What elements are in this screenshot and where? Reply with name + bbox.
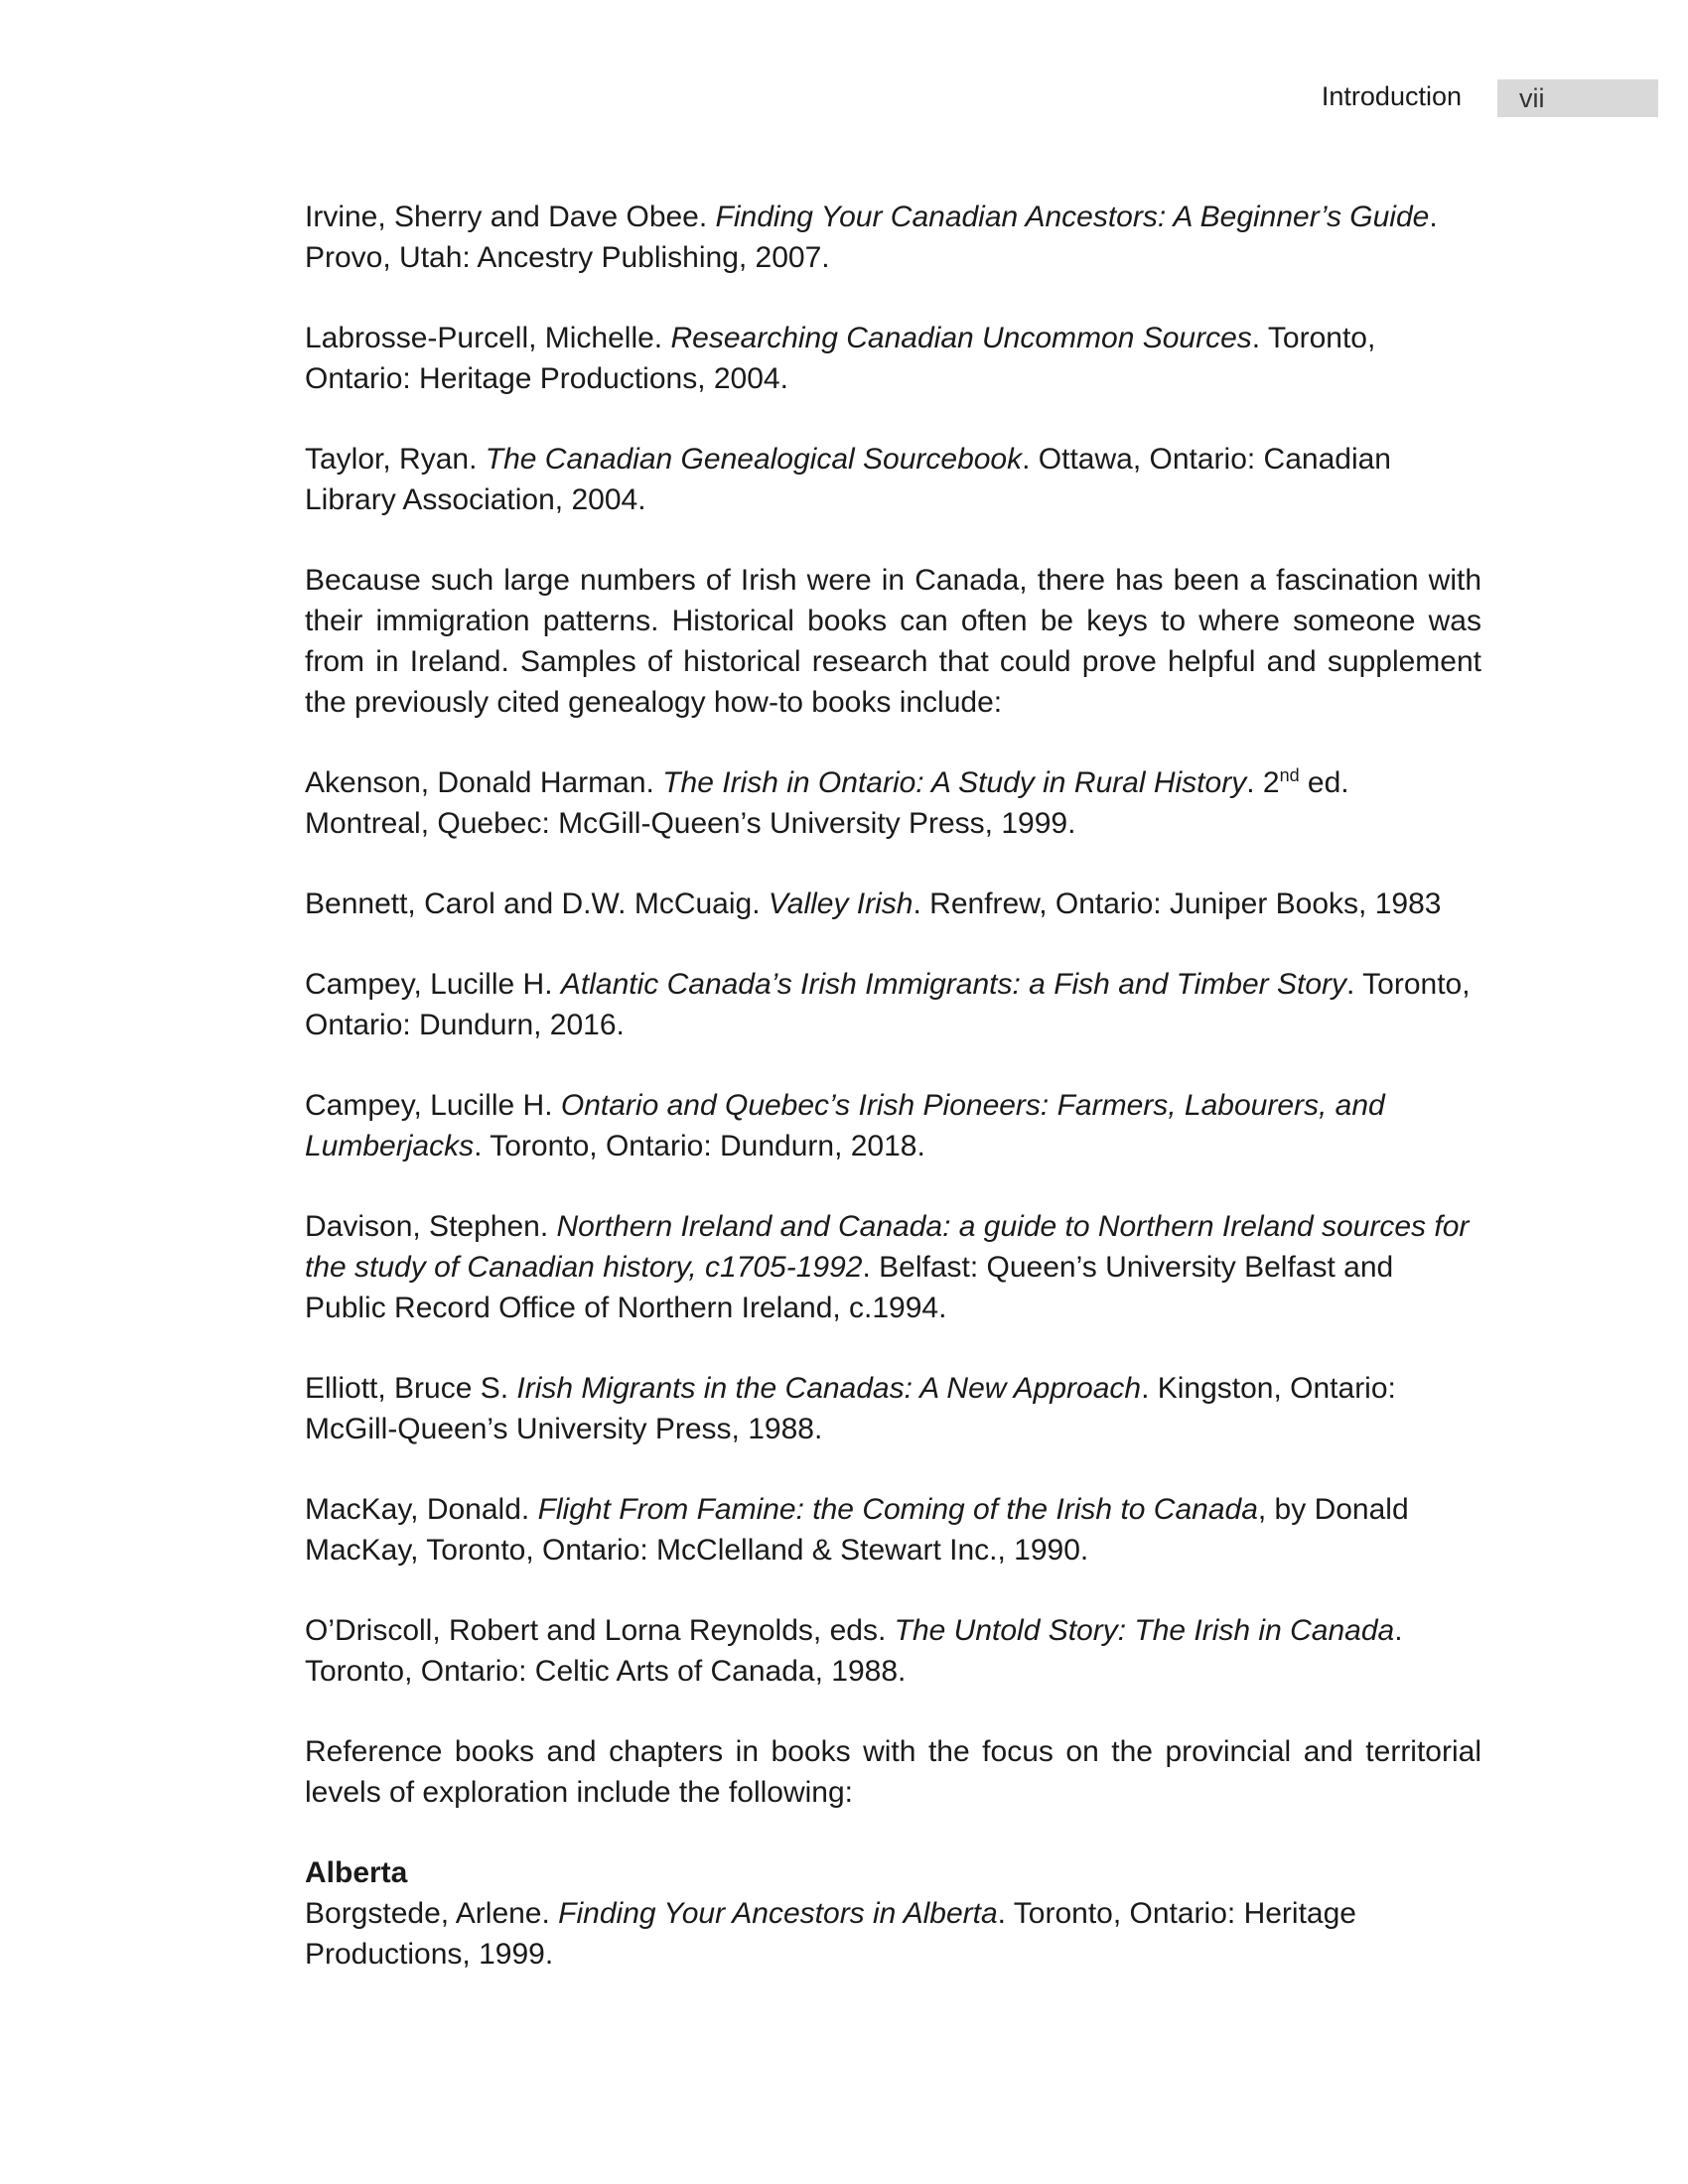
citation-borgstede: Borgstede, Arlene. Finding Your Ancestors in Alberta. Toronto, Ontario: Heritage Productions, 1999.	[305, 1897, 1356, 1971]
citation-bennett: Bennett, Carol and D.W. McCuaig. Valley Irish. Renfrew, Ontario: Juniper Books, 1983	[305, 887, 1442, 920]
citation-campey-ontario: Campey, Lucille H. Ontario and Quebec’s Irish Pioneers: Farmers, Labourers, and Lumberjacks. Toronto, Ontario: Dundurn, 2018.	[305, 1089, 1385, 1162]
paragraph-reference-books: Reference books and chapters in books with the focus on the provincial and territorial levels of exploration include the following:	[305, 1735, 1481, 1809]
page-number-tab	[1497, 79, 1658, 117]
citation-title: Ontario and Quebec’s Irish Pioneers: Farmers, Labourers, and Lumberjacks	[305, 1089, 1385, 1162]
citation-title: Irish Migrants in the Canadas: A New Approach	[516, 1372, 1142, 1405]
section-heading-alberta: Alberta	[305, 1856, 408, 1889]
citation-title: Flight From Famine: the Coming of the Irish to Canada	[537, 1493, 1258, 1526]
citation-title: The Canadian Genealogical Sourcebook	[485, 443, 1023, 476]
citation-title: The Untold Story: The Irish in Canada	[894, 1614, 1395, 1647]
page-body	[305, 197, 1481, 2014]
citation-title: The Irish in Ontario: A Study in Rural History	[662, 766, 1247, 799]
citation-title: Finding Your Ancestors in Alberta	[558, 1897, 998, 1930]
citation-odriscoll: O’Driscoll, Robert and Lorna Reynolds, eds. The Untold Story: The Irish in Canada. Toronto, Ontario: Celtic Arts of Canada, 1988.	[305, 1614, 1403, 1688]
citation-title: Valley Irish	[768, 887, 914, 920]
citation-elliott: Elliott, Bruce S. Irish Migrants in the Canadas: A New Approach. Kingston, Ontario: McGill-Queen’s University Press, 1988.	[305, 1372, 1396, 1445]
citation-irvine: Irvine, Sherry and Dave Obee. Finding Your Canadian Ancestors: A Beginner’s Guide. Provo, Utah: Ancestry Publishing, 2007.	[305, 201, 1438, 274]
citation-title: Finding Your Canadian Ancestors: A Beginner’s Guide	[715, 201, 1430, 233]
citation-campey-atlantic: Campey, Lucille H. Atlantic Canada’s Irish Immigrants: a Fish and Timber Story. Toronto, Ontario: Dundurn, 2016.	[305, 968, 1471, 1041]
citation-taylor: Taylor, Ryan. The Canadian Genealogical Sourcebook. Ottawa, Ontario: Canadian Library Association, 2004.	[305, 443, 1391, 516]
paragraph-irish-immigration: Because such large numbers of Irish were in Canada, there has been a fascination with their immigration patterns. Historical books can often be keys to where someone was from in Ireland. Samples of historical research that could prove helpful and supplement the previously cited genealogy how-to books include:	[305, 564, 1481, 719]
running-head-title: Introduction	[1321, 81, 1462, 111]
citation-akenson: Akenson, Donald Harman. The Irish in Ontario: A Study in Rural History. 2nd ed. Montreal, Quebec: McGill-Queen’s University Press, 1999.	[305, 765, 1349, 840]
citation-mackay: MacKay, Donald. Flight From Famine: the Coming of the Irish to Canada, by Donald MacKay, Toronto, Ontario: McClelland & Stewart Inc., 1990.	[305, 1493, 1409, 1567]
citation-labrosse-purcell: Labrosse-Purcell, Michelle. Researching Canadian Uncommon Sources. Toronto, Ontario: Heritage Productions, 2004.	[305, 322, 1376, 395]
citation-title: Atlantic Canada’s Irish Immigrants: a Fish and Timber Story	[560, 968, 1347, 1001]
citation-title: Researching Canadian Uncommon Sources	[670, 322, 1252, 354]
citation-davison: Davison, Stephen. Northern Ireland and Canada: a guide to Northern Ireland sources for the study of Canadian history, c1705-1992. Belfast: Queen’s University Belfast and Public Record Office of Northern Ireland, c.1994.	[305, 1210, 1470, 1324]
page-number: vii	[1519, 83, 1545, 113]
citation-title: Northern Ireland and Canada: a guide to Northern Ireland sources for the study of Canadian history, c1705-1992	[305, 1210, 1470, 1284]
